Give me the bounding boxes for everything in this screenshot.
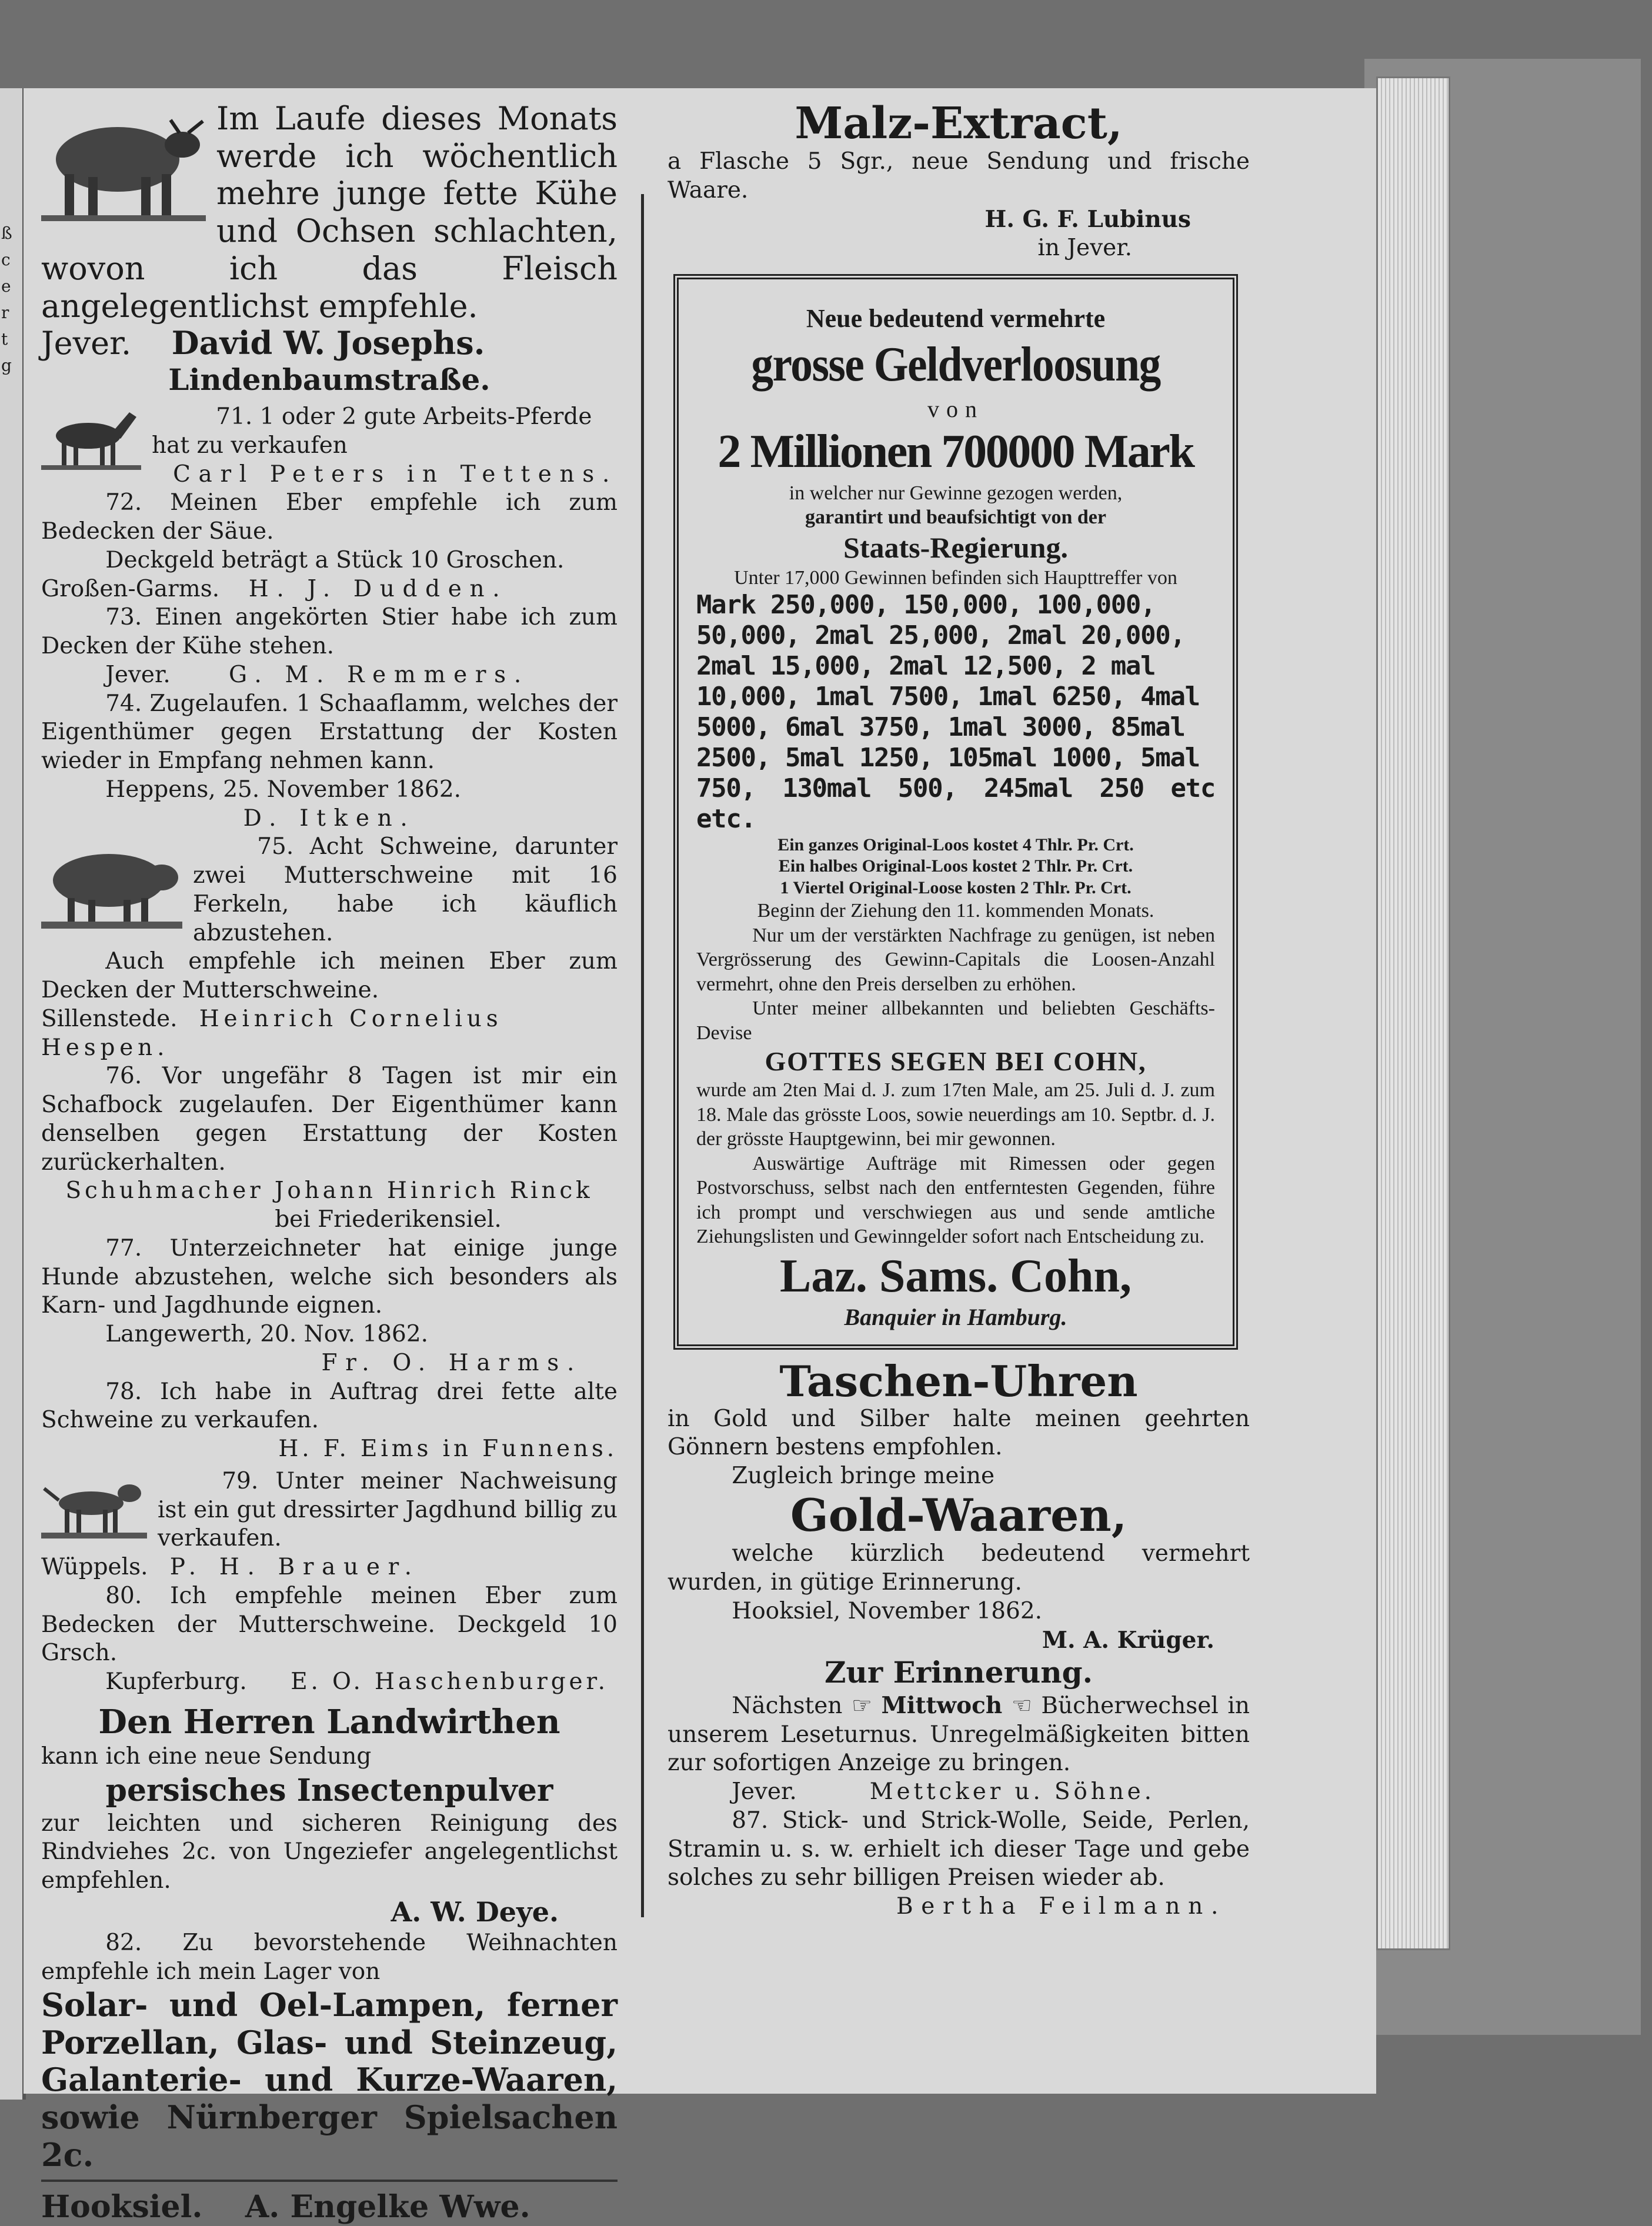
margin-letter: t: [1, 329, 8, 349]
uhren-ad: [668, 1358, 1250, 1654]
landwirthe-ad: [41, 1701, 618, 1930]
ad-72-fee: Deckgeld beträgt a Stück 10 Groschen.: [105, 546, 565, 573]
lottery-l3: von: [927, 395, 984, 422]
erinnerung-text-a: Nächsten: [732, 1692, 843, 1719]
ad-77-signer: Fr. O. Harms.: [321, 1349, 582, 1376]
ad-72: [41, 489, 618, 603]
ad-80-signer: E. O. Haschenburger.: [291, 1668, 609, 1696]
lottery-l1: Neue bedeutend vermehrte: [806, 304, 1106, 333]
hand-pointer-icon: ☞: [852, 1692, 872, 1719]
ad-77-text: 77. Unterzeichneter hat einige junge Hunde abzustehen, welche sich besonders als Karn- und Jagdhunde eignen.: [41, 1234, 618, 1319]
lottery-p1: Nur um der verstärkten Nachfrage zu genügen, ist neben Vergrösserung des Gewinn-Capitals die Loosen-Anzahl vermehrt, ohne den Preis derselben zu erhöhen.: [696, 924, 1215, 995]
facing-page-edge: [0, 88, 26, 2100]
page-edges: [1376, 76, 1450, 1950]
ad-79-text: 79. Unter meiner Nachweisung ist ein gut dressirter Jagdhund billig zu verkaufen.: [158, 1467, 618, 1552]
landwirthe-signer: A. W. Deye.: [391, 1895, 559, 1928]
prize-line: 750, 130mal 500, 245mal 250 etc etc.: [696, 773, 1215, 834]
ad-71: [41, 403, 618, 489]
ad-76-signer: Schuhmacher Johann Hinrich Rinck: [65, 1177, 593, 1204]
ad-71-text: 71. 1 oder 2 gute Arbeits-Pferde hat zu verkaufen: [152, 403, 592, 459]
lottery-box: [673, 274, 1238, 1350]
lottery-prizes: [696, 590, 1215, 834]
landwirthe-head: Den Herren Landwirthen: [98, 1702, 560, 1741]
lottery-l6: garantirt und beaufsichtigt von der: [805, 506, 1106, 529]
ad-82: [41, 1929, 618, 2226]
ad-75-text: 75. Acht Schweine, darunter zwei Mutterschweine mit 16 Ferkeln, habe ich käuflich abzustehen.: [193, 833, 618, 946]
margin-letter: e: [1, 276, 11, 296]
prize-line: 10,000, 1mal 7500, 1mal 6250, 4mal: [696, 682, 1200, 712]
lottery-motto: GOTTES SEGEN BEI COHN,: [765, 1046, 1147, 1077]
uhren-head: Taschen-Uhren: [779, 1356, 1138, 1407]
ad-87-signer: Bertha Feilmann.: [896, 1893, 1226, 1920]
ad-72-signer: H. J. Dudden.: [248, 575, 508, 602]
ad-74: [41, 690, 618, 833]
ad-73-place: Jever.: [105, 661, 171, 688]
lottery-l4: 2 Millionen 700000 Mark: [717, 426, 1194, 478]
margin-letter: ß: [1, 223, 12, 243]
lottery-p4: Auswärtige Aufträge mit Rimessen oder gegen Postvorschuss, selbst nach den entferntesten Gegenden, führe ich prompt und verschwiegen aus und sende amtliche Ziehungslisten und Gewinngelder sofort nach Entscheidung zu.: [696, 1152, 1215, 1248]
malz-text: a Flasche 5 Sgr., neue Sendung und frische Waare.: [668, 148, 1250, 204]
lottery-p2: Unter meiner allbekannten und beliebten Geschäfts-Devise: [696, 997, 1215, 1044]
ad-82-signer: A. Engelke Wwe.: [245, 2189, 530, 2225]
ad-79-signer: P. H. Brauer.: [169, 1554, 420, 1581]
ad-76-text: 76. Vor ungefähr 8 Tagen ist mir ein Schafbock zugelaufen. Der Eigenthümer kann denselben gegen Erstattung der Kosten zurückerhalten.: [41, 1063, 618, 1176]
ad-76: [41, 1062, 618, 1234]
price-line: Ein ganzes Original-Loos kostet 4 Thlr. Pr. Crt.: [777, 835, 1134, 855]
price-line: 1 Viertel Original-Loose kosten 2 Thlr. Pr. Crt.: [780, 877, 1132, 897]
prize-line: 2500, 5mal 1250, 105mal 1000, 5mal: [696, 742, 1200, 773]
erinnerung-head: Zur Erinnerung.: [825, 1655, 1093, 1690]
column-divider: [641, 194, 644, 1917]
ad-79-place: Wüppels.: [41, 1554, 148, 1581]
ox-icon: [41, 104, 206, 227]
ad-78: [41, 1378, 618, 1464]
lottery-p3: wurde am 2ten Mai d. J. zum 17ten Male, am 25. Juli d. J. zum 18. Male das grösste Loos, sowie neuerdings am 10. Septbr. d. J. der grösste Hauptgewinn, bei mir gewonnen.: [696, 1079, 1215, 1150]
ad-73: [41, 603, 618, 689]
dog-icon: [41, 1471, 147, 1541]
uhren-text3: welche kürzlich bedeutend vermehrt wurden, in gütige Erinnerung.: [668, 1540, 1250, 1596]
ad-78-signer: H. F. Eims in Funnens.: [278, 1436, 618, 1463]
lottery-l2: grosse Geldverloosung: [751, 337, 1160, 392]
cattle-text: Im Laufe dieses Monats werde ich wöchentlich mehre junge fette Kühe und Ochsen schlachten, wovon ich das Fleisch angelegentlichst empfehle.: [41, 100, 618, 325]
cattle-signer: David W. Josephs.: [171, 324, 485, 362]
ad-82-place: Hooksiel.: [41, 2189, 203, 2225]
ad-80-text: 80. Ich empfehle meinen Eber zum Bedecken der Mutterschweine. Deckgeld 10 Grsch.: [41, 1582, 618, 1667]
ad-74-text: 74. Zugelaufen. 1 Schaaflamm, welches der Eigenthümer gegen Erstattung der Kosten wieder in Empfang nehmen kann.: [41, 690, 618, 775]
malz-head: Malz-Extract,: [795, 98, 1123, 149]
uhren-text: in Gold und Silber halte meinen geehrten Gönnern bestens empfohlen.: [668, 1405, 1250, 1461]
ad-87-text: 87. Stick- und Strick-Wolle, Seide, Perlen, Stramin u. s. w. erhielt ich dieser Tage und gebe solches zu sehr billigen Preisen wieder ab.: [668, 1807, 1250, 1891]
ad-80-place: Kupferburg.: [105, 1668, 247, 1696]
price-line: Ein halbes Original-Loos kostet 2 Thlr. Pr. Crt.: [778, 856, 1133, 876]
pig-icon: [41, 836, 182, 936]
uhren-text2: Zugleich bringe meine: [732, 1463, 995, 1490]
ad-75-text2: Auch empfehle ich meinen Eber zum Decken der Mutterschweine.: [41, 948, 618, 1004]
lottery-l8: Unter 17,000 Gewinnen befinden sich Haupttreffer von: [734, 566, 1177, 589]
ad-79: [41, 1467, 618, 1582]
prize-line: 5000, 6mal 3750, 1mal 3000, 85mal: [696, 712, 1185, 742]
ad-78-text: 78. Ich habe in Auftrag drei fette alte Schweine zu verkaufen.: [41, 1378, 618, 1434]
lottery-name: Laz. Sams. Cohn,: [780, 1250, 1132, 1302]
ad-87: [668, 1807, 1250, 1921]
erinnerung-signer: Mettcker u. Söhne.: [869, 1778, 1155, 1806]
lottery-title: Banquier in Hamburg.: [844, 1303, 1067, 1330]
uhren-signer: M. A. Krüger.: [1042, 1626, 1214, 1654]
ad-75-signer: Heinrich Cornelius Hespen.: [41, 1005, 503, 1061]
lottery-l5: in welcher nur Gewinne gezogen werden,: [789, 482, 1123, 504]
landwirthe-text: zur leichten und sicheren Reinigung des Rindviehes 2c. von Ungeziefer angelegentlichst empfehlen.: [41, 1810, 618, 1894]
prize-line: 50,000, 2mal 25,000, 2mal 20,000,: [696, 620, 1185, 651]
ad-82-rule: [41, 2180, 618, 2182]
ad-73-text: 73. Einen angekörten Stier habe ich zum Decken der Kühe stehen.: [41, 604, 618, 660]
margin-letter: r: [1, 303, 9, 322]
ad-74-date: Heppens, 25. November 1862.: [105, 776, 462, 803]
cattle-street: Lindenbaumstraße.: [168, 362, 490, 398]
uhren-head2: Gold-Waaren,: [790, 1489, 1127, 1541]
uhren-date: Hooksiel, November 1862.: [732, 1597, 1043, 1624]
erinnerung-day: Mittwoch: [881, 1691, 1003, 1719]
ad-71-signer: Carl Peters in Tettens.: [173, 460, 618, 488]
margin-letter: c: [1, 250, 11, 269]
ad-77: [41, 1234, 618, 1378]
right-column: [668, 100, 1250, 1921]
ad-75-place: Sillenstede.: [41, 1005, 178, 1032]
malz-signer: H. G. F. Lubinus: [984, 205, 1191, 233]
ad-72-place: Großen-Garms.: [41, 575, 220, 602]
landwirthe-product: persisches Insectenpulver: [105, 1772, 553, 1808]
landwirthe-line: kann ich eine neue Sendung: [41, 1743, 372, 1770]
cattle-ad: [41, 100, 618, 397]
ad-82-big: Solar- und Oel-Lampen, ferner Porzellan, Glas- und Steinzeug, Galanterie- und Kurze-Waaren, sowie Nürnberger Spielsachen 2c.: [41, 1985, 618, 2174]
ad-74-signer: D. Itken.: [243, 805, 416, 832]
prize-line: 2mal 15,000, 2mal 12,500, 2 mal: [696, 651, 1156, 682]
ad-75: [41, 833, 618, 1062]
left-column: [41, 100, 618, 2226]
prize-line: Mark 250,000, 150,000, 100,000,: [696, 590, 1156, 620]
lottery-begin: Beginn der Ziehung den 11. kommenden Monats.: [757, 900, 1154, 922]
ad-73-signer: G. M. Remmers.: [228, 661, 529, 688]
ad-77-date: Langewerth, 20. Nov. 1862.: [105, 1321, 429, 1348]
erinnerung-place: Jever.: [732, 1778, 797, 1806]
malz-place: in Jever.: [1037, 234, 1132, 261]
ad-82-text: 82. Zu bevorstehende Weihnachten empfehle ich mein Lager von: [41, 1930, 618, 1985]
malz-ad: [668, 100, 1250, 262]
erinnerung-ad: [668, 1654, 1250, 1807]
cattle-place: Jever.: [41, 325, 132, 362]
hand-pointer-icon: ☜: [1011, 1692, 1032, 1719]
margin-letter: g: [1, 356, 12, 375]
horse-icon: [41, 406, 141, 471]
erinnerung-text-b: Bücherwechsel in unserem Leseturnus. Unregelmäßigkeiten bitten zur sofortigen Anzeige zu bringen.: [668, 1692, 1250, 1777]
ad-80: [41, 1582, 618, 1697]
ad-72-text: 72. Meinen Eber empfehle ich zum Bedecken der Säue.: [41, 489, 618, 545]
lottery-l7: Staats-Regierung.: [843, 530, 1068, 564]
ad-76-signer2: bei Friederikensiel.: [275, 1206, 502, 1233]
cattle-signature-line: [41, 325, 618, 362]
